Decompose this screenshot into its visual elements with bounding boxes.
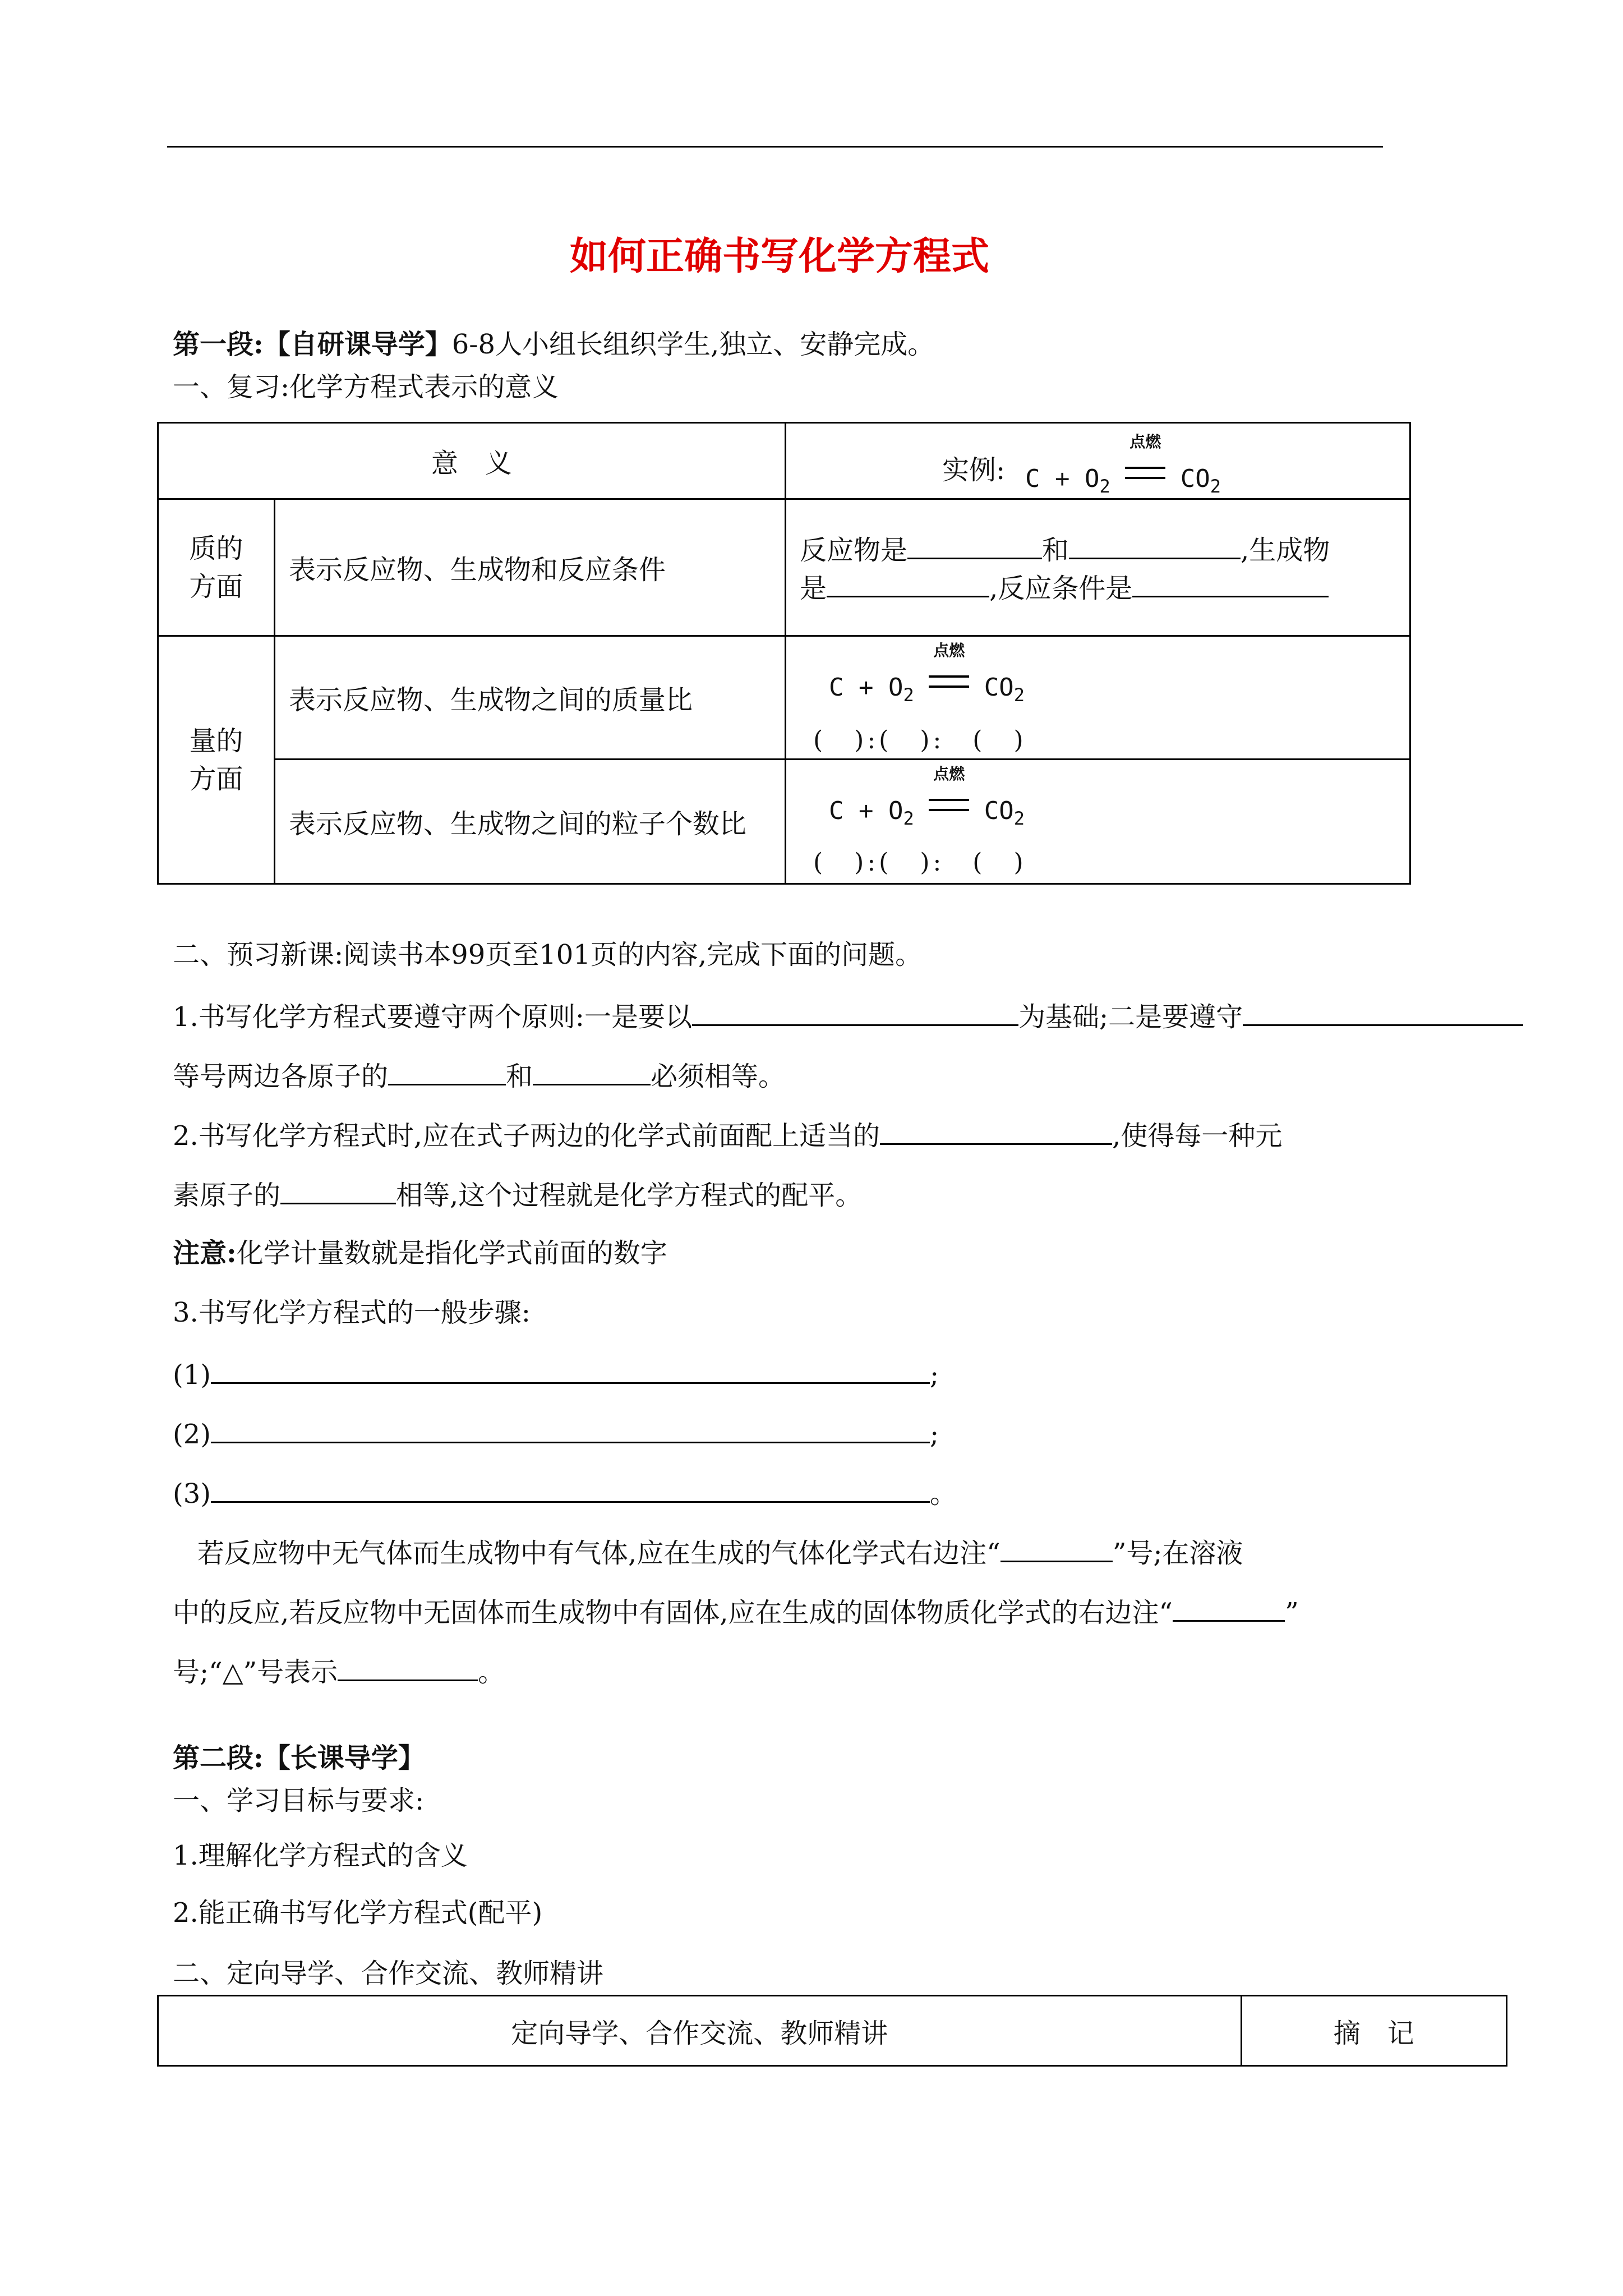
mass-equation: $C + O_2$ 点燃 $CO_2$: [829, 641, 1025, 706]
particle-ratio-blanks[interactable]: ( ):( ): ( ): [813, 848, 1027, 877]
preview-heading: 二、预习新课:阅读书本99页至101页的内容,完成下面的问题。: [173, 939, 923, 970]
stage1-heading-bold: 第一段:【自研课导学】: [173, 329, 452, 360]
note: 注意:化学计量数就是指化学式前面的数字: [173, 1237, 667, 1269]
stage1-heading-rest: 6-8人小组长组织学生,独立、安静完成。: [451, 329, 935, 360]
blank-solid-symbol[interactable]: [1173, 1594, 1285, 1622]
guide-col-header: 定向导学、合作交流、教师精讲: [158, 1996, 1242, 2066]
example-equation: [1025, 432, 1221, 502]
mass-ratio-blanks[interactable]: ( ):( ): ( ): [813, 726, 1027, 754]
qualitative-answer-cell: [785, 499, 1410, 636]
mass-desc: 表示反应物、生成物之间的质量比: [274, 636, 785, 760]
page-title: 如何正确书写化学方程式: [569, 234, 989, 279]
goal-1: 1.理解化学方程式的含义: [173, 1840, 468, 1871]
goal-2: 2.能正确书写化学方程式(配平): [173, 1897, 543, 1929]
q3-heading: 3.书写化学方程式的一般步骤:: [173, 1297, 531, 1328]
qualitative-desc: 表示反应物、生成物和反应条件: [274, 499, 785, 636]
particle-eq-sign: 点燃: [929, 788, 969, 819]
eq-reactant2: $O_2$: [1085, 464, 1110, 497]
eq-condition: 点燃: [1129, 432, 1161, 451]
blank-reactant1[interactable]: [907, 532, 1042, 559]
blank-coefficient[interactable]: [880, 1117, 1112, 1145]
qualitative-label: 质的方面: [158, 499, 275, 636]
blank-triangle-meaning[interactable]: [338, 1654, 478, 1681]
guide-table: [157, 1995, 1507, 2067]
stage1-heading: [173, 328, 934, 361]
review-heading: 一、复习:化学方程式表示的意义: [173, 371, 559, 403]
blank-atom-kind[interactable]: [388, 1058, 506, 1085]
double-bar-icon: [1125, 467, 1165, 479]
eq-reactant1: C: [1025, 464, 1040, 493]
example-label: 实例:: [942, 454, 1006, 486]
triangle-line: 号;“△”号表示 。: [173, 1654, 505, 1689]
q2-line1: 2.书写化学方程式时,应在式子两边的化学式前面配上适当的 ,使得每一种元: [173, 1117, 1282, 1153]
double-bar-icon: [929, 675, 969, 688]
blank-step3[interactable]: [211, 1475, 930, 1503]
eq-sign: [1125, 432, 1165, 487]
q2-line2: 素原子的 相等,这个过程就是化学方程式的配平。: [173, 1177, 862, 1212]
meaning-table: [157, 422, 1411, 885]
quantitative-label: 量的方面: [158, 636, 275, 884]
eq-plus: +: [1055, 464, 1070, 493]
blank-step1[interactable]: [211, 1356, 930, 1384]
notes-col-header: 摘 记: [1241, 1996, 1507, 2066]
blank-gas-symbol[interactable]: [1000, 1535, 1113, 1562]
blank-principle2[interactable]: [1243, 999, 1523, 1026]
header-rule: [167, 146, 1383, 148]
blank-product[interactable]: [827, 570, 989, 597]
step-2: (2) ;: [173, 1416, 939, 1451]
particle-desc: 表示反应物、生成物之间的粒子个数比: [274, 760, 785, 884]
q1-line2: 等号两边各原子的 和 必须相等。: [173, 1058, 785, 1093]
blank-condition[interactable]: [1132, 570, 1329, 597]
blank-step2[interactable]: [211, 1416, 930, 1443]
stage2-heading: 第二段:【长课导学】: [173, 1742, 425, 1774]
header-meaning: 意 义: [158, 423, 786, 499]
qualitative-answer-line2: 是 ,反应条件是: [800, 570, 1329, 605]
particle-equation: $C + O_2$ 点燃 $CO_2$: [829, 765, 1025, 829]
step-1: (1) ;: [173, 1356, 939, 1392]
mass-eq-sign: 点燃: [929, 664, 969, 696]
eq-product: $CO_2$: [1180, 464, 1221, 497]
guide-heading: 二、定向导学、合作交流、教师精讲: [173, 1958, 604, 1989]
double-bar-icon: [929, 799, 969, 811]
blank-element-count[interactable]: [280, 1177, 396, 1204]
step-3: (3) 。: [173, 1475, 957, 1511]
blank-reactant2[interactable]: [1069, 532, 1241, 559]
blank-atom-count[interactable]: [533, 1058, 651, 1085]
qualitative-answer-line1: 反应物是 和 ,生成物: [800, 532, 1330, 567]
gas-line: 若反应物中无气体而生成物中有气体,应在生成的气体化学式右边注“ ”号;在溶液: [197, 1535, 1243, 1570]
blank-principle1[interactable]: [692, 999, 1018, 1026]
q1-line1: 1.书写化学方程式要遵守两个原则:一是要以 为基础;二是要遵守: [173, 999, 1523, 1034]
solid-line: 中的反应,若反应物中无固体而生成物中有固体,应在生成的固体物质化学式的右边注“ ”: [173, 1594, 1299, 1630]
goals-heading: 一、学习目标与要求:: [173, 1785, 425, 1816]
